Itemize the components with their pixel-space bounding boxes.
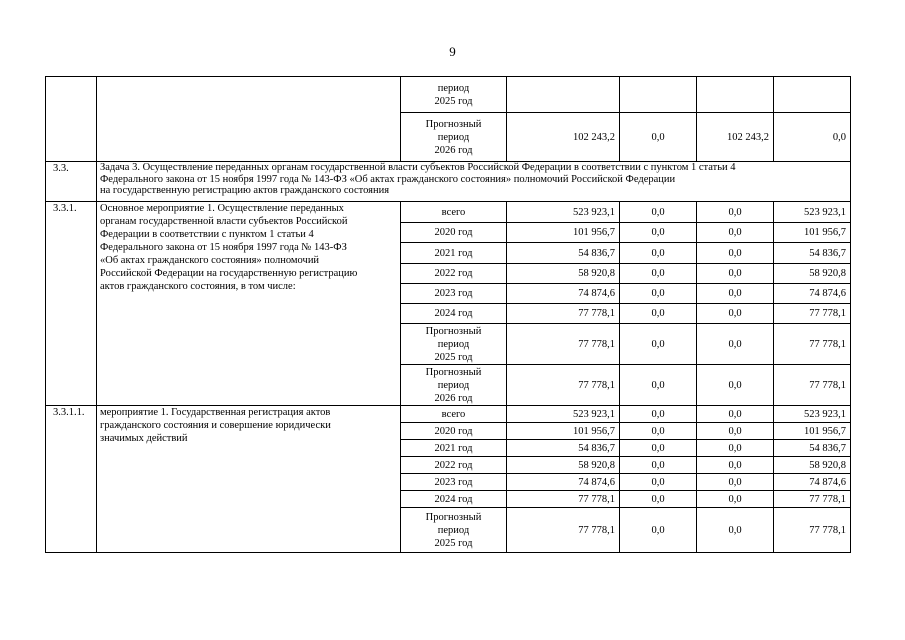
period-cell — [401, 243, 507, 264]
value-cell: 0,0 — [697, 324, 774, 365]
value-cell — [774, 77, 851, 113]
value-cell: 74 874,6 — [774, 474, 851, 491]
value-cell: 0,0 — [697, 304, 774, 324]
item-name-line: Федерального закона от 15 ноября 1997 года № 143-ФЗ — [100, 242, 347, 253]
value-cell: 0,0 — [620, 365, 697, 406]
value-cell: 0,0 — [697, 406, 774, 423]
value-cell: 77 778,1 — [507, 508, 620, 553]
period-cell-line: период — [437, 379, 470, 391]
table-row — [46, 202, 851, 223]
value-cell: 0,0 — [697, 223, 774, 243]
value-cell: 54 836,7 — [774, 440, 851, 457]
item-name-line: актов гражданского состояния, в том числе: — [100, 281, 296, 292]
value-cell: 0,0 — [697, 440, 774, 457]
budget-table — [45, 76, 851, 553]
item-number: 3.3.1.1. — [46, 406, 97, 553]
period-cell — [401, 284, 507, 304]
value-cell — [507, 77, 620, 113]
value-cell: 523 923,1 — [774, 406, 851, 423]
value-cell: 0,0 — [620, 223, 697, 243]
value-cell: 74 874,6 — [507, 284, 620, 304]
value-cell: 0,0 — [620, 440, 697, 457]
value-cell: 0,0 — [620, 423, 697, 440]
value-cell — [620, 77, 697, 113]
period-cell-line: Прогнозный — [425, 325, 482, 337]
value-cell: 0,0 — [697, 474, 774, 491]
task-row — [46, 162, 851, 202]
period-cell — [401, 474, 507, 491]
value-cell: 0,0 — [620, 324, 697, 365]
value-cell: 523 923,1 — [774, 202, 851, 223]
table-row — [46, 77, 851, 113]
period-cell — [401, 406, 507, 423]
period-cell-line: 2024 год — [434, 493, 473, 505]
value-cell: 54 836,7 — [507, 440, 620, 457]
item-name-line: Российской Федерации на государственную регистрацию — [100, 268, 358, 279]
value-cell: 101 956,7 — [507, 223, 620, 243]
value-cell: 54 836,7 — [774, 243, 851, 264]
value-cell: 0,0 — [697, 457, 774, 474]
value-cell: 0,0 — [697, 365, 774, 406]
value-cell: 77 778,1 — [774, 491, 851, 508]
value-cell: 0,0 — [620, 284, 697, 304]
empty-num-cell — [46, 77, 97, 162]
period-cell-line: 2021 год — [434, 442, 473, 454]
item-name — [97, 202, 401, 406]
period-cell-line: 2026 год — [434, 392, 473, 404]
value-cell — [697, 77, 774, 113]
period-cell — [401, 223, 507, 243]
value-cell: 0,0 — [697, 423, 774, 440]
value-cell: 0,0 — [620, 202, 697, 223]
value-cell: 0,0 — [620, 457, 697, 474]
value-cell: 77 778,1 — [507, 304, 620, 324]
item-name — [97, 406, 401, 553]
value-cell: 0,0 — [620, 304, 697, 324]
value-cell: 0,0 — [620, 264, 697, 284]
empty-name-cell — [97, 77, 401, 162]
period-cell — [401, 202, 507, 223]
value-cell: 58 920,8 — [774, 264, 851, 284]
item-name-line: «Об актах гражданского состояния» полномочий — [100, 255, 320, 266]
value-cell: 523 923,1 — [507, 406, 620, 423]
period-cell — [401, 365, 507, 406]
period-cell — [401, 491, 507, 508]
page-number: 9 — [449, 44, 456, 59]
value-cell: 77 778,1 — [507, 324, 620, 365]
value-cell: 0,0 — [620, 113, 697, 162]
period-cell-line: 2020 год — [434, 425, 473, 437]
period-cell — [401, 508, 507, 553]
task-text-line: на государственную регистрацию актов гражданского состояния — [100, 185, 390, 196]
period-cell — [401, 457, 507, 474]
value-cell: 0,0 — [697, 491, 774, 508]
period-cell — [401, 113, 507, 162]
period-cell-line: 2021 год — [434, 247, 473, 259]
value-cell: 101 956,7 — [774, 223, 851, 243]
task-text-line: Федерального закона от 15 ноября 1997 года № 143-ФЗ «Об актах гражданского состояния» полномочий Российской Федерации — [100, 173, 676, 185]
period-cell-line: 2025 год — [434, 95, 473, 107]
value-cell: 0,0 — [620, 474, 697, 491]
item-name-line: значимых действий — [100, 433, 188, 444]
value-cell: 0,0 — [620, 508, 697, 553]
value-cell: 58 920,8 — [507, 264, 620, 284]
item-name-line: органам государственной власти субъектов Российской — [100, 216, 348, 227]
value-cell: 58 920,8 — [774, 457, 851, 474]
value-cell: 102 243,2 — [697, 113, 774, 162]
task-text-line: Задача 3. Осуществление переданных органам государственной власти субъектов Российской Федерации в соответствии с пунктом 1 статьи 4 — [100, 162, 736, 173]
value-cell: 0,0 — [697, 202, 774, 223]
period-cell-line: 2023 год — [434, 288, 473, 299]
task-number: 3.3. — [46, 162, 97, 202]
value-cell: 0,0 — [774, 113, 851, 162]
value-cell: 77 778,1 — [774, 304, 851, 324]
period-cell-line: период — [437, 82, 470, 94]
item-number: 3.3.1. — [46, 202, 97, 406]
value-cell: 77 778,1 — [774, 508, 851, 553]
period-cell-line: 2025 год — [434, 537, 473, 549]
value-cell: 54 836,7 — [507, 243, 620, 264]
value-cell: 77 778,1 — [774, 324, 851, 365]
value-cell: 74 874,6 — [507, 474, 620, 491]
period-cell-line: 2023 год — [434, 476, 473, 488]
value-cell: 101 956,7 — [774, 423, 851, 440]
period-cell-line: 2026 год — [434, 144, 473, 156]
period-cell — [401, 304, 507, 324]
value-cell: 102 243,2 — [507, 113, 620, 162]
period-cell-line: 2025 год — [434, 351, 473, 363]
item-name-line: гражданского состояния и совершение юридически — [100, 420, 331, 431]
period-cell-line: период — [437, 131, 470, 143]
period-cell — [401, 264, 507, 284]
table-row — [46, 406, 851, 423]
period-cell-line: 2020 год — [434, 227, 473, 238]
period-cell — [401, 77, 507, 113]
period-cell-line: 2022 год — [434, 268, 473, 279]
item-name-line: Федерации в соответствии с пунктом 1 статьи 4 — [100, 229, 314, 240]
value-cell: 0,0 — [697, 508, 774, 553]
item-name-line: мероприятие 1. Государственная регистрация актов — [100, 407, 331, 418]
value-cell: 0,0 — [620, 406, 697, 423]
period-cell-line: всего — [441, 206, 466, 218]
period-cell — [401, 440, 507, 457]
value-cell: 101 956,7 — [507, 423, 620, 440]
task-text — [97, 162, 851, 202]
value-cell: 0,0 — [697, 264, 774, 284]
period-cell-line: Прогнозный — [425, 511, 482, 523]
period-cell-line: Прогнозный — [425, 118, 482, 130]
period-cell-line: период — [437, 338, 470, 350]
value-cell: 523 923,1 — [507, 202, 620, 223]
value-cell: 77 778,1 — [774, 365, 851, 406]
value-cell: 0,0 — [697, 243, 774, 264]
value-cell: 77 778,1 — [507, 491, 620, 508]
period-cell-line: всего — [441, 408, 466, 420]
period-cell — [401, 423, 507, 440]
value-cell: 0,0 — [697, 284, 774, 304]
period-cell-line: 2022 год — [434, 459, 473, 471]
value-cell: 0,0 — [620, 243, 697, 264]
item-name-line: Основное мероприятие 1. Осуществление переданных — [100, 203, 344, 214]
period-cell — [401, 324, 507, 365]
value-cell: 58 920,8 — [507, 457, 620, 474]
value-cell: 0,0 — [620, 491, 697, 508]
period-cell-line: Прогнозный — [425, 366, 482, 378]
period-cell-line: 2024 год — [434, 308, 473, 319]
value-cell: 74 874,6 — [774, 284, 851, 304]
period-cell-line: период — [437, 524, 470, 536]
value-cell: 77 778,1 — [507, 365, 620, 406]
